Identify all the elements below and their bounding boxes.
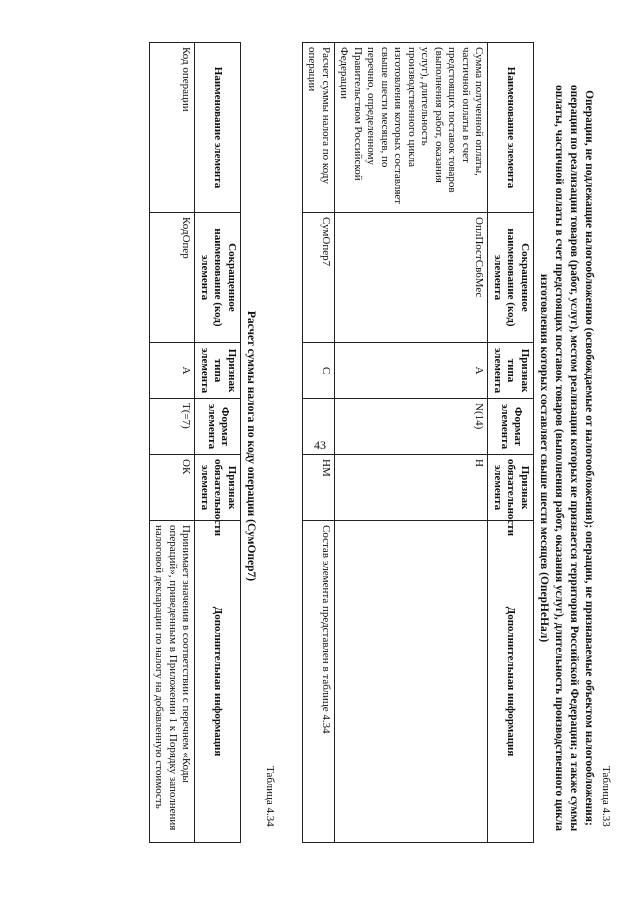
header-type: Признак типа элемента <box>195 343 241 399</box>
header-info: Дополнительная информация <box>488 521 534 843</box>
cell-code: СумОпер7 <box>303 213 335 343</box>
cell-code: ОплПостСв6Мес <box>335 213 489 343</box>
cell-required: ОК <box>150 455 196 521</box>
table-row <box>150 43 196 843</box>
table-4-33-caption: Операции, не подлежащие налогообложению (освобождаемые от налогообложения); операции, не признаваемые объектом налогообложения; операции по реализации товаров (работ, услуг), местом реализации которых не признается территория Российской Федерации; а также суммы оплаты, частичной оплаты в счет предстоящих поставок товаров (выполнения работ, оказания услуг), длительность производственного цикла изготовления которых составляет свыше шести месяцев (ОперНеНал) <box>538 84 595 832</box>
cell-type: А <box>335 343 489 399</box>
header-required: Признак обязательности элемента <box>195 455 241 521</box>
cell-code: КодОпер <box>150 213 196 343</box>
rotated-page-content <box>149 36 612 856</box>
table-4-34-label: Таблица 4.34 <box>264 766 276 827</box>
cell-type: А <box>150 343 196 399</box>
page-number: 43 <box>314 438 326 452</box>
table-4-33-label: Таблица 4.33 <box>600 766 612 827</box>
table-header-row <box>488 43 534 843</box>
header-required: Признак обязательности элемента <box>488 455 534 521</box>
header-format: Формат элемента <box>488 399 534 455</box>
header-type: Признак типа элемента <box>488 343 534 399</box>
header-info: Дополнительная информация <box>195 521 241 843</box>
table-header-row <box>195 43 241 843</box>
cell-info <box>335 521 489 843</box>
cell-name: Сумма полученной оплаты, частичной оплаты в счет предстоящих поставок товаров (выполнения работ, оказания услуг), длительность производственного цикла изготовления которых составляет свыше шести месяцев, по перечню, определенному Правительством Российской Федерации <box>335 43 489 213</box>
table-row <box>335 43 489 843</box>
cell-name: Расчет суммы налога по коду операции <box>303 43 335 213</box>
table-4-34-caption: Расчет суммы налога по коду операции (СумОпер7) <box>245 310 257 582</box>
cell-info: Принимает значения в соответствии с перечнем «Коды операций», приведенным в Приложении 1 к Порядку заполнения налоговой декларации по налогу на добавленную стоимость <box>150 521 196 843</box>
header-name: Наименование элемента <box>488 43 534 213</box>
cell-required: Н <box>335 455 489 521</box>
table-4-34 <box>149 42 241 843</box>
table-4-33 <box>302 42 534 843</box>
header-format: Формат элемента <box>195 399 241 455</box>
cell-name: Код операции <box>150 43 196 213</box>
cell-format: T(=7) <box>150 399 196 455</box>
header-name: Наименование элемента <box>195 43 241 213</box>
table-row <box>303 43 335 843</box>
cell-info: Состав элемента представлен в таблице 4.34 <box>303 521 335 843</box>
header-code: Сокращенное наименование (код) элемента <box>488 213 534 343</box>
header-code: Сокращенное наименование (код) элемента <box>195 213 241 343</box>
cell-format: N(14) <box>335 399 489 455</box>
cell-format <box>303 399 335 455</box>
cell-type: С <box>303 343 335 399</box>
cell-required: НМ <box>303 455 335 521</box>
